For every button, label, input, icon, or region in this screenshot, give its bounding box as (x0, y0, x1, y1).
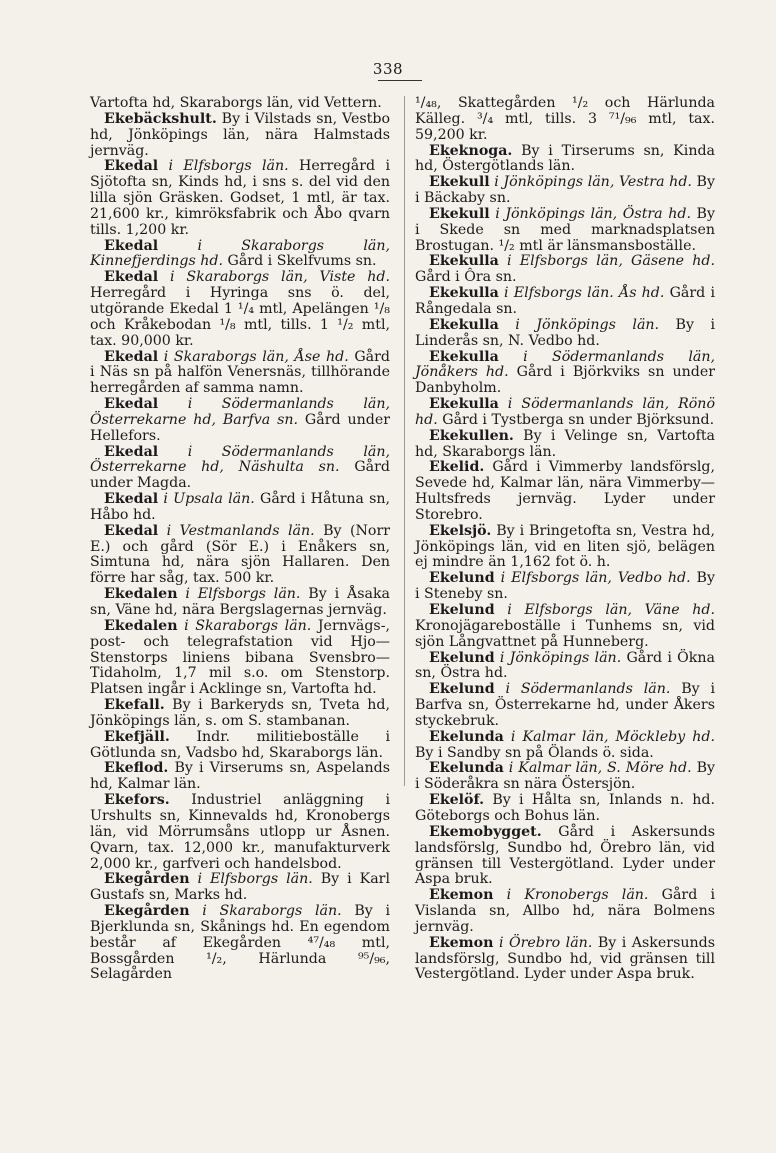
dictionary-entry (90, 730, 390, 762)
entry-headword: Ekefall. (104, 697, 165, 714)
dictionary-entry (90, 492, 390, 524)
entry-location: i Elfsborgs län. (158, 158, 289, 175)
entry-headword: Ekekulla (429, 253, 499, 270)
entry-headword: Ekelund (429, 649, 495, 666)
dictionary-entry (90, 761, 390, 793)
entry-headword: Ekedalen (104, 586, 178, 603)
entry-location: i Kalmar län, Möckleby hd. (503, 728, 715, 745)
entry-text: By i Velinge sn, Vartofta hd, Skaraborgs län. (415, 427, 715, 460)
entry-text: Gård i Skelfvums sn. (223, 253, 377, 270)
entry-headword: Ekelund (429, 681, 495, 698)
entry-text: Gård i Askersunds landsförslg, Sundbo hd, Örebro län, vid gränsen till Vestergötland. Lyder under Aspa bruk. (415, 823, 715, 888)
right-column (415, 96, 715, 983)
dictionary-entry (90, 159, 390, 238)
entry-location: i Södermanlands län, Jönåkers hd. (415, 348, 715, 381)
entry-text: Gård i Ôra sn. (415, 269, 517, 286)
dictionary-entry (90, 698, 390, 730)
entry-location: i Södermanlands län, Österrekarne hd, Näshulta sn. (90, 443, 390, 476)
entry-location: i Elfsborgs län. (189, 871, 313, 888)
dictionary-entry (415, 888, 715, 936)
entry-location: i Elfsborgs län. Ås hd. (498, 285, 665, 302)
dictionary-entry (415, 96, 715, 144)
entry-headword: Ekedal (104, 348, 159, 365)
entry-text: By i Vilstads sn, Vestbo hd, Jönköpings län, nära Halmstads jernväg. (90, 110, 390, 159)
entry-headword: Ekelund (429, 570, 495, 587)
entry-text: By i Linderås sn, N. Vedbo hd. (415, 316, 716, 349)
dictionary-entry (90, 239, 390, 271)
column-divider (404, 96, 405, 786)
entry-location: i Södermanlands län, Rönö hd. (415, 396, 715, 428)
entry-location: i Skaraborgs län. (177, 617, 312, 634)
dictionary-entry (415, 429, 715, 461)
dictionary-entry (415, 207, 715, 255)
entry-location: i Jönköpings län. (498, 316, 660, 333)
dictionary-entry (415, 286, 715, 318)
entry-text: Gård i Håtuna sn, Håbo hd. (90, 491, 391, 523)
entry-headword: Ekeknoga. (429, 142, 513, 159)
entry-headword: Ekegården (104, 903, 190, 920)
entry-text: Gård i Vislanda sn, Allbo hd, nära Bolmens jernväg. (415, 887, 716, 935)
entry-text: Gård i Ökna sn, Östra hd. (415, 649, 715, 682)
dictionary-entry (90, 587, 390, 619)
entry-text: Gård i Björkviks sn under Danbyholm. (415, 364, 715, 397)
entry-text: By i Barkeryds sn, Tveta hd, Jönköpings län, s. om S. stambanan. (90, 697, 390, 729)
entry-text: By i Söderåkra sn nära Östersjön. (415, 760, 716, 793)
entry-text: By i Bjerklunda sn, Skånings hd. En egendom består af Ekegården ⁴⁷/₄₈ mtl, Bossgården ¹/₂, Härlunda ⁹⁵/₉₆, Selagården (90, 903, 390, 983)
entry-headword: Ekebäckshult. (104, 110, 217, 127)
entry-text: Industriel anläggning i Urshults sn, Kinnevalds hd, Kronobergs län, vid Mörrumsåns utlopp ur Åsnen. Qvarn, tax. 12,000 kr., manufakturverk 2,000 kr., garfveri och handelsbod. (90, 792, 390, 872)
entry-headword: Ekemon (429, 934, 494, 951)
entry-location: i Elfsborgs län, Gäsene hd. (498, 253, 715, 270)
entry-text: By i Skede sn med marknadsplatsen Brostugan. ¹/₂ mtl är länsmansboställe. (415, 205, 716, 254)
entry-location: i Kronobergs län. (493, 887, 649, 904)
entry-location: i Örebro län. (493, 934, 593, 951)
entry-headword: Ekegården (104, 871, 190, 888)
entry-location: i Södermanlands län. (494, 681, 671, 698)
entry-text: Gård i Vimmerby landsförslg, Sevede hd, Kalmar län, nära Vimmerby—Hultsfreds jernväg. Lyder under Storebro. (415, 459, 715, 523)
entry-headword: Ekekullen. (429, 427, 514, 444)
entry-headword: Ekelunda (429, 760, 504, 777)
entry-text: By i Askersunds landsförslg, Sundbo hd, vid gränsen till Vestergötland. Lyder under Aspa bruk. (415, 934, 715, 983)
entry-location: i Skaraborgs län, Kinnefjerdings hd. (90, 237, 390, 270)
entry-location: i Skaraborgs län, Åse hd. (158, 348, 349, 365)
entry-text: Jernvägs-, post- och telegrafstation vid Hjo—Stenstorps liniens bibana Svensbro—Tidaholm, 1,7 mil s.o. om Stenstorp. Platsen ingår i Acklinge sn, Vartofta hd. (90, 617, 391, 698)
dictionary-entry (415, 682, 715, 730)
entry-text: ¹/₄₈, Skattegården ¹/₂ och Härlunda Källeg. ³/₄ mtl, tills. 3 ⁷¹/₉₆ mtl, tax. 59,200 kr. (415, 95, 715, 143)
entry-text: Gård i Rångedala sn. (415, 285, 715, 317)
entry-headword: Ekekulla (429, 316, 499, 333)
dictionary-entry (415, 524, 715, 572)
entry-headword: Ekekulla (429, 348, 499, 365)
entry-headword: Ekemon (429, 887, 494, 904)
entry-text: By i Tirserums sn, Kinda hd, Östergötlands län. (415, 142, 715, 175)
dictionary-entry (415, 460, 715, 523)
entry-headword: Ekelsjö. (429, 522, 492, 539)
entry-text: Herregård i Hyringa sns ö. del, utgörande Ekedal 1 ¹/₄ mtl, Apelängen ¹/₈ och Kråkebodan ¹/₈ mtl, tills. 1 ¹/₂ mtl, tax. 90,000 kr. (90, 285, 390, 349)
entry-headword: Ekelöf. (429, 792, 485, 809)
entry-headword: Ekekulla (429, 396, 499, 413)
entry-text: By i Bäckaby sn. (415, 174, 715, 207)
entry-headword: Ekedal (104, 237, 159, 254)
dictionary-entry (415, 825, 715, 888)
entry-text: By i Bringetofta sn, Vestra hd, Jönköpings län, vid en liten sjö, belägen ej mindre än 1,162 fot ö. h. (415, 522, 715, 571)
entry-text: Gård under Hellefors. (90, 411, 391, 444)
entry-text: Vartofta hd, Skaraborgs län, vid Vettern. (90, 95, 382, 111)
dictionary-entry (415, 397, 715, 429)
entry-text: Gård under Magda. (90, 459, 391, 492)
entry-location: i Kalmar län, S. Möre hd. (503, 760, 692, 777)
dictionary-entry (415, 144, 715, 176)
dictionary-entry (415, 318, 715, 350)
dictionary-entry (90, 112, 390, 160)
entry-text: By i Hålta sn, Inlands n. hd. Göteborgs och Bohus län. (415, 792, 715, 824)
entry-location: i Skaraborgs län. (189, 903, 342, 920)
entry-text: By i Virserums sn, Aspelands hd, Kalmar län. (90, 760, 390, 793)
dictionary-entry (415, 175, 715, 207)
entry-headword: Ekedal (104, 396, 159, 413)
entry-headword: Ekefjäll. (104, 728, 170, 745)
entry-text: Kronojägareboställe i Tunhems sn, vid sjön Långvattnet på Hunneberg. (415, 617, 715, 650)
entry-text: Indr. militieboställe i Götlunda sn, Vadsbo hd, Skaraborgs län. (90, 728, 390, 761)
entry-location: i Elfsborgs län. (177, 586, 301, 603)
entry-location: i Vestmanlands län. (158, 522, 315, 539)
entry-headword: Ekeflod. (104, 760, 169, 777)
dictionary-entry (90, 96, 390, 112)
entry-location: i Upsala län. (158, 491, 255, 508)
dictionary-entry (415, 761, 715, 793)
entry-text: By i Steneby sn. (415, 570, 715, 603)
dictionary-entry (90, 904, 390, 983)
dictionary-entry (415, 603, 715, 651)
entry-headword: Ekemobygget. (429, 823, 542, 840)
entry-location: i Södermanlands län, Österrekarne hd, Barfva sn. (90, 396, 390, 428)
dictionary-entry (415, 571, 715, 603)
entry-headword: Ekedal (104, 443, 159, 460)
dictionary-entry (90, 397, 390, 445)
dictionary-entry (90, 524, 390, 587)
entry-text: Herregård i Sjötofta sn, Kinds hd, i sns s. del vid den lilla sjön Gräsken. Godset, 1 mtl, är tax. 21,600 kr., kimröksfabrik och Åbo qvarn tills. 1,200 kr. (90, 158, 390, 238)
entry-headword: Ekedal (104, 522, 159, 539)
entry-text: By i Åsaka sn, Väne hd, nära Bergslagernas jernväg. (90, 586, 390, 618)
dictionary-entry (90, 872, 390, 904)
entry-location: i Jönköpings län, Östra hd. (489, 205, 691, 222)
dictionary-entry (90, 793, 390, 872)
entry-location: i Jönköpings län, Vestra hd. (489, 174, 692, 191)
dictionary-entry (90, 619, 390, 698)
entry-headword: Ekelid. (429, 459, 485, 476)
entry-location: i Jönköpings län. (494, 649, 622, 666)
dictionary-entry (90, 350, 390, 398)
page-number: 338 (372, 60, 404, 78)
dictionary-entry (415, 651, 715, 683)
entry-text: By i Barfva sn, Österrekarne hd, under Åkers styckebruk. (415, 681, 715, 729)
entry-location: i Skaraborgs län, Viste hd. (158, 269, 390, 286)
entry-text: By i Sandby sn på Ölands ö. sida. (415, 744, 654, 761)
header-rule (378, 80, 422, 81)
entry-text: By (Norr E.) och gård (Sör E.) i Enåkers sn, Simtuna hd, nära sjön Hallaren. Den förre har såg, tax. 500 kr. (90, 522, 391, 587)
entry-headword: Ekekulla (429, 285, 499, 302)
entry-headword: Ekelunda (429, 728, 504, 745)
entry-text: Gård i Näs sn på halfön Venersnäs, tillhörande herregården af samma namn. (90, 348, 390, 397)
entry-headword: Ekedal (104, 491, 159, 508)
dictionary-entry (415, 254, 715, 286)
entry-location: i Elfsborgs län, Vedbo hd. (494, 570, 691, 587)
entry-text: Gård i Tystberga sn under Björksund. (437, 411, 715, 428)
entry-headword: Ekelund (429, 602, 495, 618)
entry-headword: Ekedalen (104, 617, 178, 634)
dictionary-entry (415, 730, 715, 762)
entry-headword: Ekedal (104, 269, 159, 286)
dictionary-entry (415, 936, 715, 984)
dictionary-entry (90, 270, 390, 349)
entry-headword: Ekefors. (104, 792, 170, 809)
left-column (90, 96, 390, 983)
entry-text: By i Karl Gustafs sn, Marks hd. (90, 871, 391, 904)
entry-headword: Ekekull (429, 205, 490, 222)
entry-headword: Ekekull (429, 174, 490, 191)
dictionary-entry (90, 445, 390, 493)
entry-headword: Ekedal (104, 158, 159, 175)
dictionary-entry (415, 793, 715, 825)
dictionary-entry (415, 350, 715, 398)
entry-location: i Elfsborgs län, Väne hd. (494, 602, 715, 618)
